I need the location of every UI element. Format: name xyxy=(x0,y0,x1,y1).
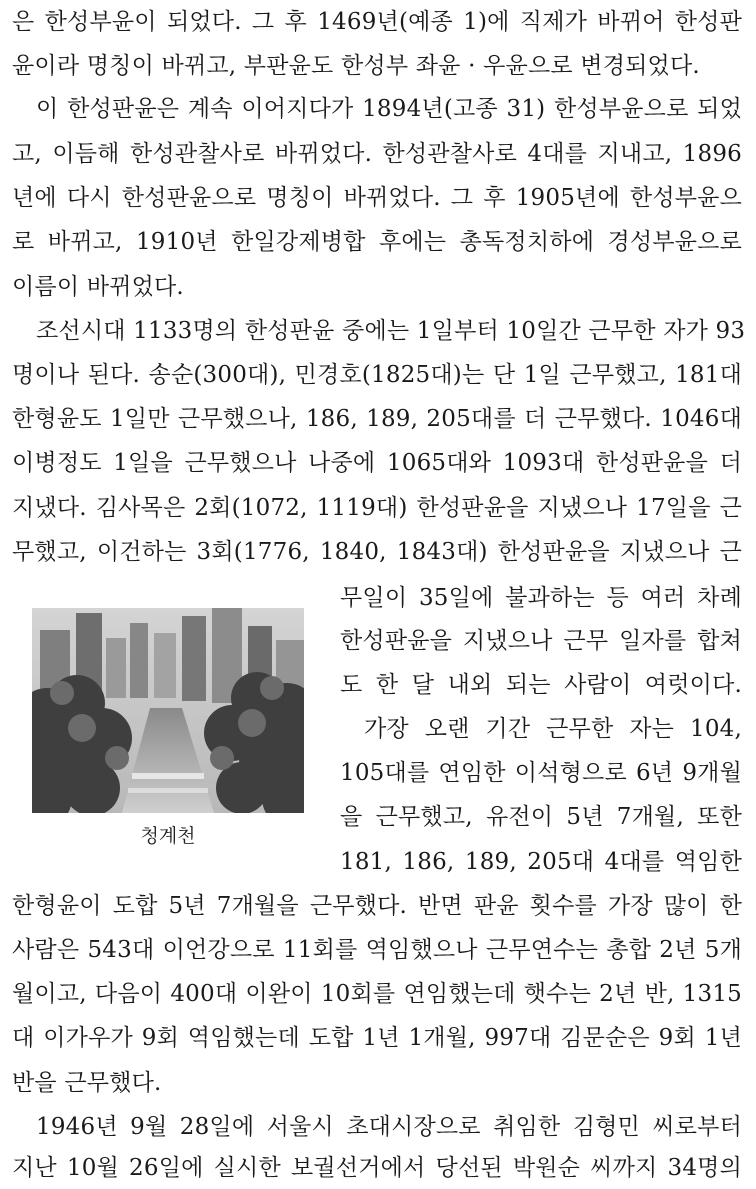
text-line-8: 조선시대 1133명의 한성판윤 중에는 1일부터 10일간 근무한 자가 93 xyxy=(36,318,746,344)
text-line-13: 무했고, 이건하는 3회(1776, 1840, 1843대) 한성판윤을 지냈으나 근 xyxy=(12,539,742,565)
cheonggyecheon-photo xyxy=(32,608,304,813)
text-line-6: 로 바뀌고, 1910년 한일강제병합 후에는 총독정치하에 경성부윤으로 xyxy=(12,229,742,255)
text-line-15: 한성판윤을 지냈으나 근무 일자를 합쳐 xyxy=(340,628,742,654)
text-line-2: 윤이라 명칭이 바뀌고, 부판윤도 한성부 좌윤 · 우윤으로 변경되었다. xyxy=(12,53,700,79)
text-line-1: 은 한성부윤이 되었다. 그 후 1469년(예종 1)에 직제가 바뀌어 한성판 xyxy=(12,9,742,35)
photo-caption: 청계천 xyxy=(140,825,196,847)
text-line-26: 1946년 9월 28일에 서울시 초대시장으로 취임한 김형민 씨로부터 xyxy=(36,1114,742,1140)
text-line-20: 181, 186, 189, 205대 4대를 역임한 xyxy=(340,849,742,875)
text-line-24: 대 이가우가 9회 역임했는데 도합 1년 1개월, 997대 김문순은 9회 1년 xyxy=(12,1025,742,1051)
text-line-10: 한형윤도 1일만 근무했으나, 186, 189, 205대를 더 근무했다. 1046대 xyxy=(12,406,742,432)
text-line-12: 지냈다. 김사목은 2회(1072, 1119대) 한성판윤을 지냈으나 17일을 근 xyxy=(12,495,742,521)
text-line-3: 이 한성판윤은 계속 이어지다가 1894년(고종 31) 한성부윤으로 되었 xyxy=(36,96,742,122)
photo-image xyxy=(32,608,304,813)
text-line-5: 년에 다시 한성판윤으로 명칭이 바뀌었다. 그 후 1905년에 한성부윤으 xyxy=(12,185,742,211)
text-line-27: 지난 10월 26일에 실시한 보궐선거에서 당선된 박원순 씨까지 34명의 xyxy=(12,1155,742,1181)
text-line-4: 고, 이듬해 한성관찰사로 바뀌었다. 한성관찰사로 4대를 지내고, 1896 xyxy=(12,141,742,167)
text-line-22: 사람은 543대 이언강으로 11회를 역임했으나 근무연수는 총합 2년 5개 xyxy=(12,937,742,963)
text-line-19: 을 근무했고, 유전이 5년 7개월, 또한 xyxy=(340,804,742,830)
text-line-25: 반을 근무했다. xyxy=(12,1070,162,1096)
text-line-7: 이름이 바뀌었다. xyxy=(12,274,184,300)
text-line-17: 가장 오랜 기간 근무한 자는 104, xyxy=(364,716,742,742)
text-line-9: 명이나 된다. 송순(300대), 민경호(1825대)는 단 1일 근무했고, 181대 xyxy=(12,362,742,388)
text-line-14: 무일이 35일에 불과하는 등 여러 차례 xyxy=(340,585,742,611)
text-line-21: 한형윤이 도합 5년 7개월을 근무했다. 반면 판윤 횟수를 가장 많이 한 xyxy=(12,893,742,919)
text-line-18: 105대를 연임한 이석형으로 6년 9개월 xyxy=(340,760,742,786)
text-line-23: 월이고, 다음이 400대 이완이 10회를 연임했는데 햇수는 2년 반, 1315 xyxy=(12,981,742,1007)
text-line-16: 도 한 달 내외 되는 사람이 여럿이다. xyxy=(340,672,742,698)
text-line-11: 이병정도 1일을 근무했으나 나중에 1065대와 1093대 한성판윤을 더 xyxy=(12,450,742,476)
